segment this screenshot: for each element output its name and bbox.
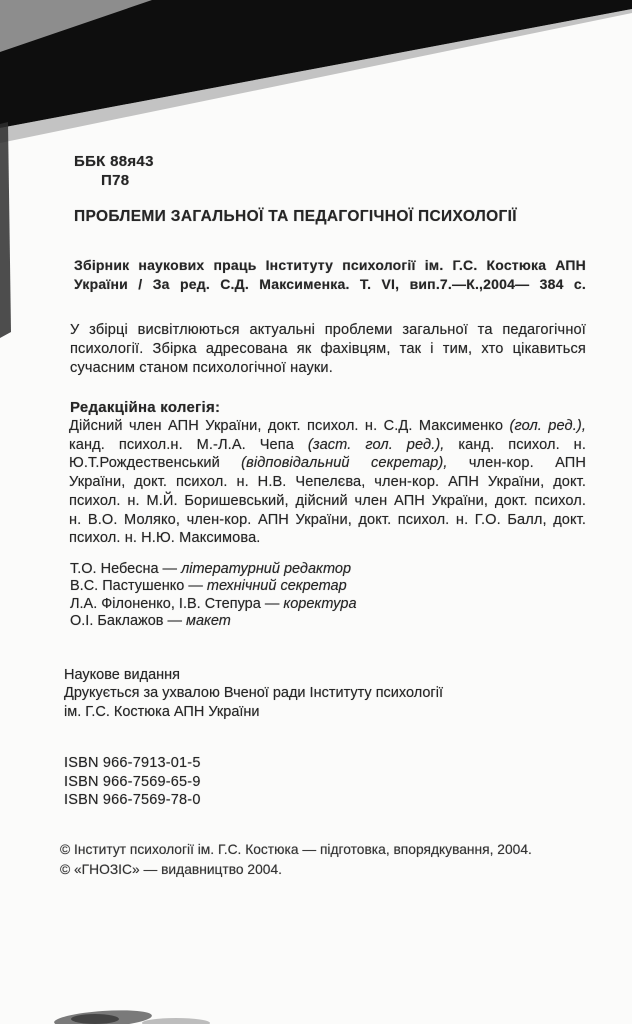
text-line: ім. Г.С. Костюка АПН України [64,703,260,720]
contributor-role: літературний редактор [181,561,352,577]
italic-text: (заст. гол. ред.), [307,436,445,453]
text-line: У збірці висвітлюються актуальні проблеми загальної та педагогічної [70,322,586,338]
bbk-classification [74,153,154,190]
italic-text: (гол. ред.), [509,418,586,434]
left-edge-shadow [0,122,11,338]
text-line [69,454,586,473]
contributor-row [70,613,357,630]
text-line [69,436,586,455]
corner-gray-patch [0,0,152,52]
isbn-list [64,754,201,810]
contributor-name: Л.А. Філоненко, І.В. Степура [70,595,265,612]
text-line: психології. Збірка адресована як фахівцям, так і тим, хто цікавиться [70,341,586,358]
text-span: України, докт. психол. н. Н.В. Чепелєва, член-кор. АПН України, докт. [69,474,586,491]
contributor-row [70,596,357,613]
text-line: Збірник наукових праць Інституту психології ім. Г.С. Костюка АПН [74,257,586,273]
text-line: Наукове видання [64,667,181,683]
text-span: канд. психол.н. М.-Л.А. Чепа [69,436,308,453]
contributor-role: технічний секретар [206,578,347,595]
separator-dash: — [167,613,187,630]
contributors-list [70,561,357,631]
contributor-name: Т.О. Небесна [70,561,163,577]
separator-dash: — [188,578,207,595]
bbk-code: ББК 88я43 [74,153,154,170]
contributor-name: О.І. Баклажов [70,613,168,630]
text-span: член-кор. АПН [447,455,586,472]
text-line [69,473,586,492]
top-scan-shadow [0,0,632,128]
contributor-name: В.С. Пастушенко [70,578,189,595]
editorial-board [69,417,586,548]
contributor-row [70,561,357,578]
separator-dash: — [264,595,284,612]
bottom-smudge [54,1008,153,1024]
bibliographic-description [74,256,586,294]
text-span: Ю.Т.Рождественський [69,455,242,472]
text-line [69,511,586,530]
text-line: ISBN 966-7913-01-5 [64,755,201,771]
edge-soft-shadow [0,9,632,143]
text-line: © «ГНОЗІС» — видавництво 2004. [60,861,282,877]
abstract-text [70,321,586,379]
text-line [69,492,586,511]
text-line [69,529,586,548]
text-line: України / За ред. С.Д. Максименка. Т. VI, вип.7.—К.,2004— 384 с. [74,276,586,292]
text-span: психол. н. М.Й. Боришевський, дійсний член АПН України, докт. психол. [69,492,586,509]
text-line [69,417,586,436]
bottom-smudge-light [142,1018,210,1024]
text-span: психол. н. Н.Ю. Максимова. [69,530,261,547]
book-title: ПРОБЛЕМИ ЗАГАЛЬНОЇ ТА ПЕДАГОГІЧНОЇ ПСИХОЛОГІЇ [74,208,517,225]
text-line: ISBN 966-7569-65-9 [64,773,201,790]
editorial-board-heading: Редакційна колегія: [70,399,221,416]
contributor-role: макет [186,613,231,630]
separator-dash: — [162,561,182,577]
book-index: П78 [101,171,130,189]
bottom-smudge-dark [71,1014,119,1024]
italic-text: (відповідальний секретар), [241,455,448,472]
edition-note [64,666,443,721]
text-span: канд. психол. н. [444,436,586,453]
text-line: Друкується за ухвалою Вченої ради Інституту психології [64,685,443,702]
text-line: сучасним станом психологічної науки. [70,360,333,377]
copyright-notices [60,840,532,879]
contributor-row [70,578,357,595]
text-line: © Інститут психології ім. Г.С. Костюка — підготовка, впорядкування, 2004. [60,842,532,857]
contributor-role: коректура [283,595,357,612]
text-line: ISBN 966-7569-78-0 [64,792,201,808]
text-span: Дійсний член АПН України, докт. психол. н. С.Д. Максименко [69,418,510,434]
text-span: н. В.О. Моляко, член-кор. АПН України, докт. психол. н. Г.О. Балл, докт. [69,511,586,528]
